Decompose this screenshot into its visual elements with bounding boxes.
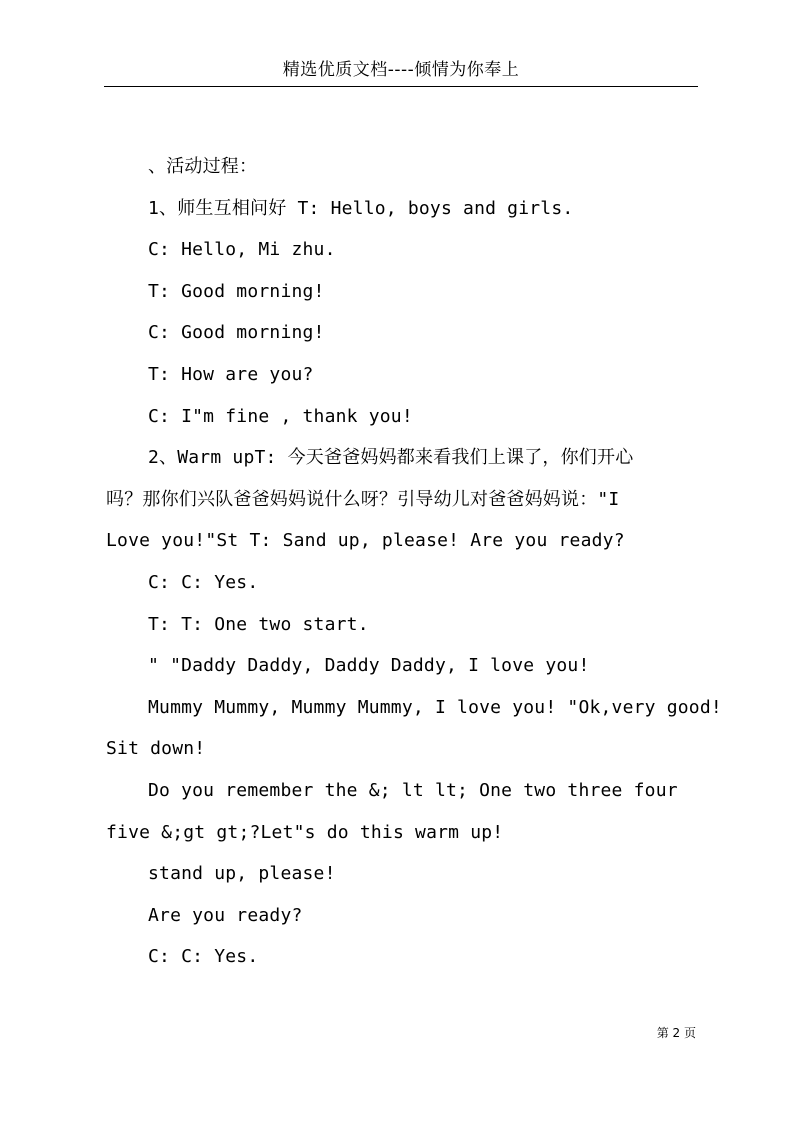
text-line: Do you remember the &; lt lt; One two three four xyxy=(148,779,678,801)
text-line: C: C: Yes. xyxy=(148,946,259,968)
text-line: 、活动过程： xyxy=(148,156,258,177)
text-line: Are you ready? xyxy=(148,904,303,926)
text-line: Sit down! xyxy=(106,738,206,760)
text-line: T: T: One two start. xyxy=(148,613,369,635)
text-line: Love you!"St T: Sand up, please! Are you ready? xyxy=(106,530,625,552)
text-line: five &;gt gt;?Let"s do this warm up! xyxy=(106,821,504,843)
text-line: 2、Warm upT: 今天爸爸妈妈都来看我们上课了，你们开心 xyxy=(148,447,634,469)
header-title: 精选优质文档----倾情为你奉上 xyxy=(282,60,520,80)
text-line: Mummy Mummy, Mummy Mummy, I love you! "Ok,very good! xyxy=(148,696,722,718)
document-body xyxy=(106,146,722,978)
page-header xyxy=(104,56,698,87)
text-line: T: How are you? xyxy=(148,363,314,385)
text-line: C: I"m fine , thank you! xyxy=(148,405,413,427)
text-line: T: Good morning! xyxy=(148,280,325,302)
text-line: 吗？那你们兴队爸爸妈妈说什么呀？引导幼儿对爸爸妈妈说："I xyxy=(106,488,620,510)
page-number: 第 2 页 xyxy=(656,1026,696,1040)
text-line: C: C: Yes. xyxy=(148,571,259,593)
text-line: stand up, please! xyxy=(148,863,336,885)
text-line: " "Daddy Daddy, Daddy Daddy, I love you! xyxy=(148,655,590,677)
text-line: C: Good morning! xyxy=(148,322,325,344)
text-line: C: Hello, Mi zhu. xyxy=(148,239,336,261)
text-line: 1、师生互相问好 T: Hello, boys and girls. xyxy=(148,197,574,219)
